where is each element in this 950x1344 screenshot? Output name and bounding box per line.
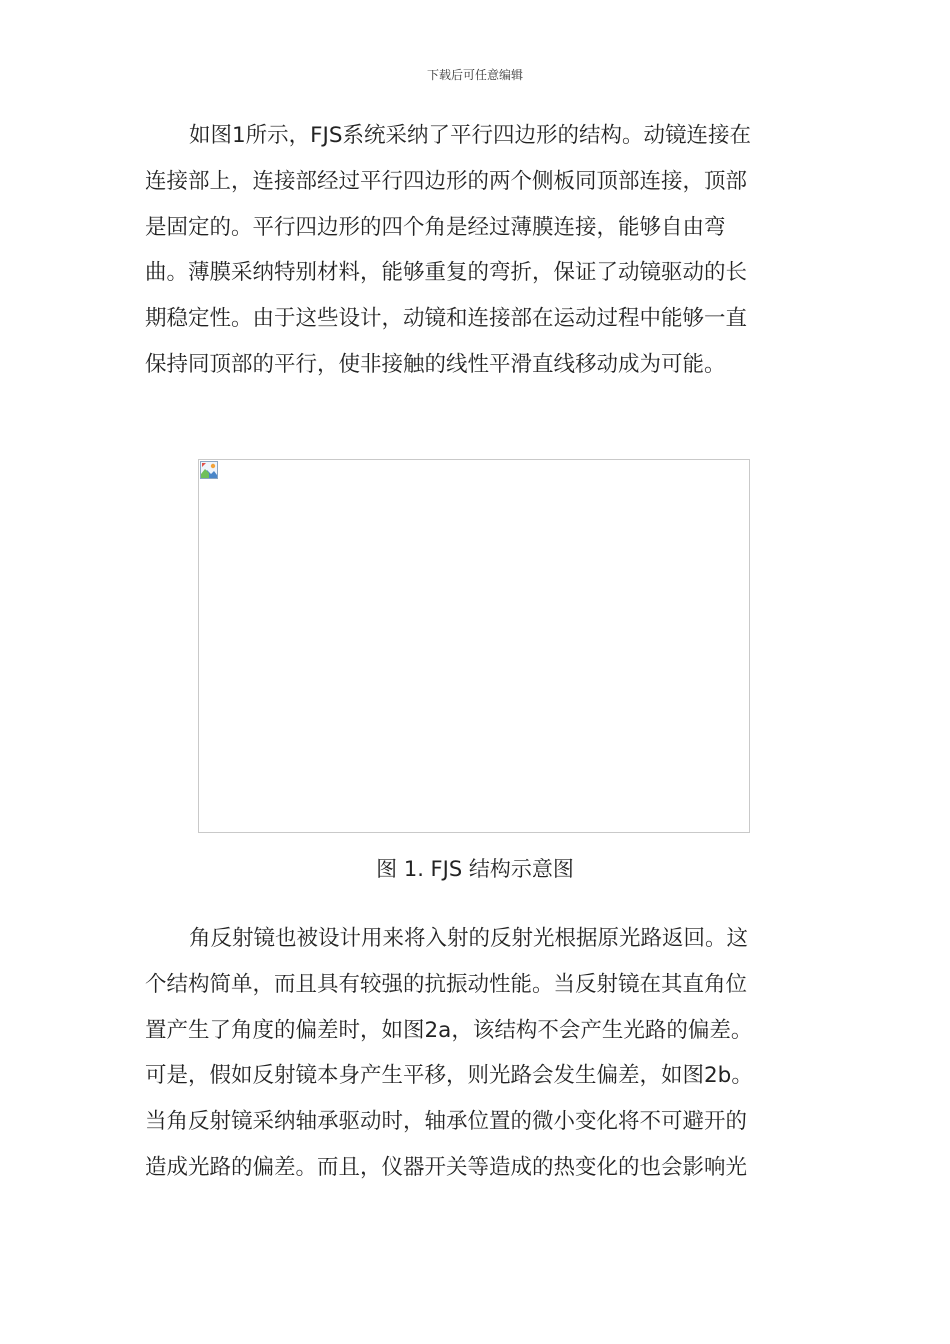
broken-image-icon	[200, 461, 218, 479]
paragraph-line: 曲。薄膜采纳特别材料，能够重复的弯折，保证了动镜驱动的长	[145, 260, 748, 286]
paragraph-line: 期稳定性。由于这些设计，动镜和连接部在运动过程中能够一直	[145, 306, 748, 332]
paragraph-line: 角反射镜也被设计用来将入射的反射光根据原光路返回。这	[189, 926, 749, 951]
paragraph-line: 保持同顶部的平行，使非接触的线性平滑直线移动成为可能。	[145, 351, 726, 377]
page-header: 下载后可任意编辑	[426, 68, 523, 82]
paragraph-line: 置产生了角度的偏差时，如图2a，该结构不会产生光路的偏差。	[145, 1017, 753, 1043]
paragraph-line: 个结构简单，而且具有较强的抗振动性能。当反射镜在其直角位	[145, 971, 748, 997]
paragraph-line: 当角反射镜采纳轴承驱动时，轴承位置的微小变化将不可避开的	[145, 1109, 748, 1135]
figure-image-placeholder	[198, 459, 750, 833]
paragraph-line: 如图1所示，FJS系统采纳了平行四边形的结构。动镜连接在	[189, 123, 752, 148]
paragraph-line: 可是，假如反射镜本身产生平移，则光路会发生偏差，如图2b。	[145, 1063, 753, 1089]
paragraph-line: 造成光路的偏差。而且，仪器开关等造成的热变化的也会影响光	[145, 1154, 748, 1180]
paragraph-corner-reflector	[145, 916, 810, 1191]
paragraph-line: 是固定的。平行四边形的四个角是经过薄膜连接，能够自由弯	[145, 214, 726, 240]
paragraph-fjs-structure	[145, 113, 810, 388]
paragraph-line: 连接部上，连接部经过平行四边形的两个侧板同顶部连接，顶部	[145, 168, 748, 194]
figure-caption: 图 1. FJS 结构示意图	[376, 857, 574, 881]
